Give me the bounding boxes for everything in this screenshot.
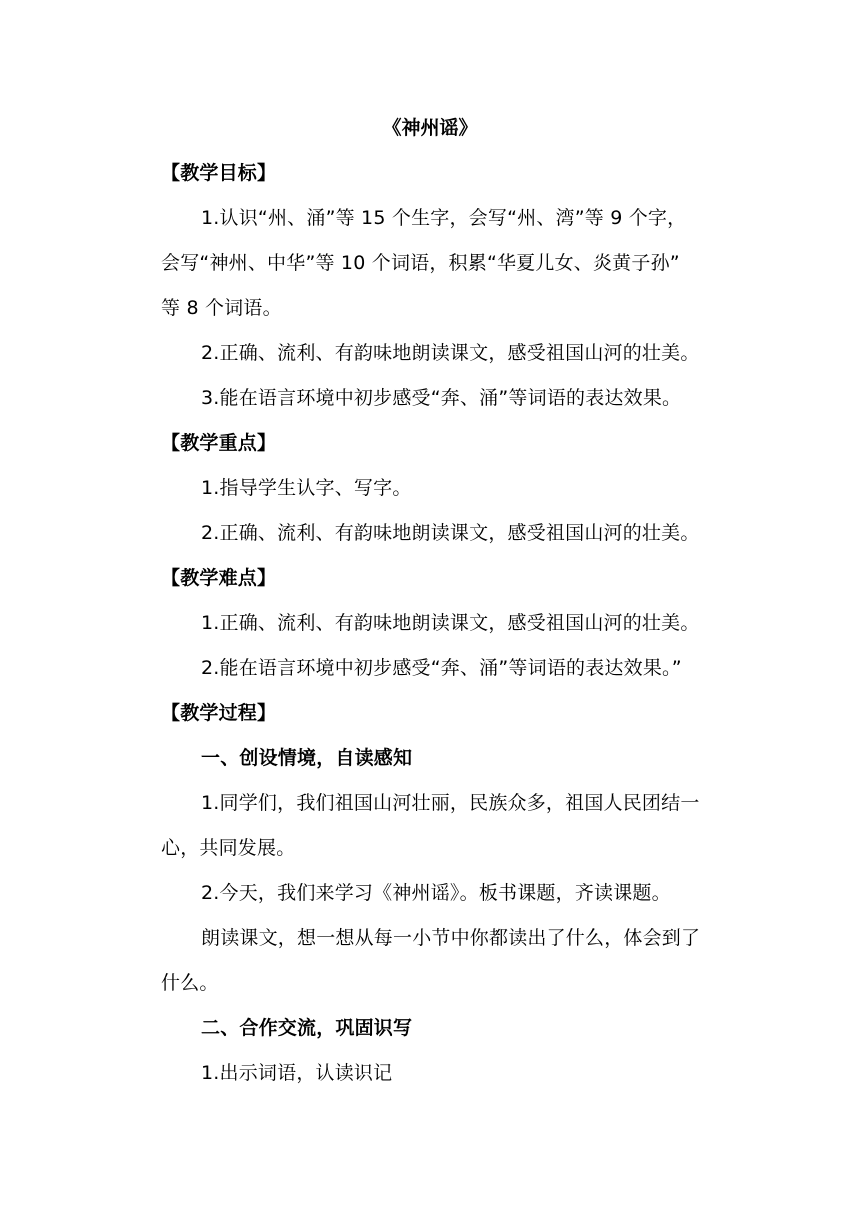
- section-2-title: 二、合作交流，巩固识写: [201, 1017, 413, 1039]
- objective-1-line-3: 等 8 个词语。: [161, 297, 282, 319]
- difficulty-2: 2.能在语言环境中初步感受“奔、涌”等词语的表达效果。”: [201, 657, 682, 679]
- difficulty-1: 1.正确、流利、有韵味地朗读课文，感受祖国山河的壮美。: [201, 612, 700, 634]
- process-heading: 【教学过程】: [161, 702, 277, 724]
- document-title: 《神州谣》: [382, 117, 478, 139]
- key-points-heading: 【教学重点】: [161, 432, 277, 454]
- section-1-title: 一、创设情境，自读感知: [201, 747, 413, 769]
- objective-1-line-1: 1.认识“州、涌”等 15 个生字，会写“州、湾”等 9 个字，: [201, 207, 687, 229]
- objective-1-line-2: 会写“神州、中华”等 10 个词语，积累“华夏儿女、炎黄子孙”: [161, 252, 680, 274]
- section-1-paragraph-line-2: 什么。: [161, 972, 219, 994]
- section-2-item-1: 1.出示词语，认读识记: [201, 1062, 393, 1084]
- section-1-paragraph-line-1: 朗读课文，想一想从每一小节中你都读出了什么，体会到了: [201, 927, 701, 949]
- section-1-item-1-line-2: 心，共同发展。: [161, 837, 296, 859]
- key-point-1: 1.指导学生认字、写字。: [201, 477, 412, 499]
- objective-2: 2.正确、流利、有韵味地朗读课文，感受祖国山河的壮美。: [201, 342, 700, 364]
- difficulties-heading: 【教学难点】: [161, 567, 277, 589]
- section-1-item-2: 2.今天，我们来学习《神州谣》。板书课题，齐读课题。: [201, 882, 671, 904]
- key-point-2: 2.正确、流利、有韵味地朗读课文，感受祖国山河的壮美。: [201, 522, 700, 544]
- section-1-item-1-line-1: 1.同学们，我们祖国山河壮丽，民族众多，祖国人民团结一: [201, 792, 700, 814]
- objectives-heading: 【教学目标】: [161, 162, 277, 184]
- objective-3: 3.能在语言环境中初步感受“奔、涌”等词语的表达效果。: [201, 387, 682, 409]
